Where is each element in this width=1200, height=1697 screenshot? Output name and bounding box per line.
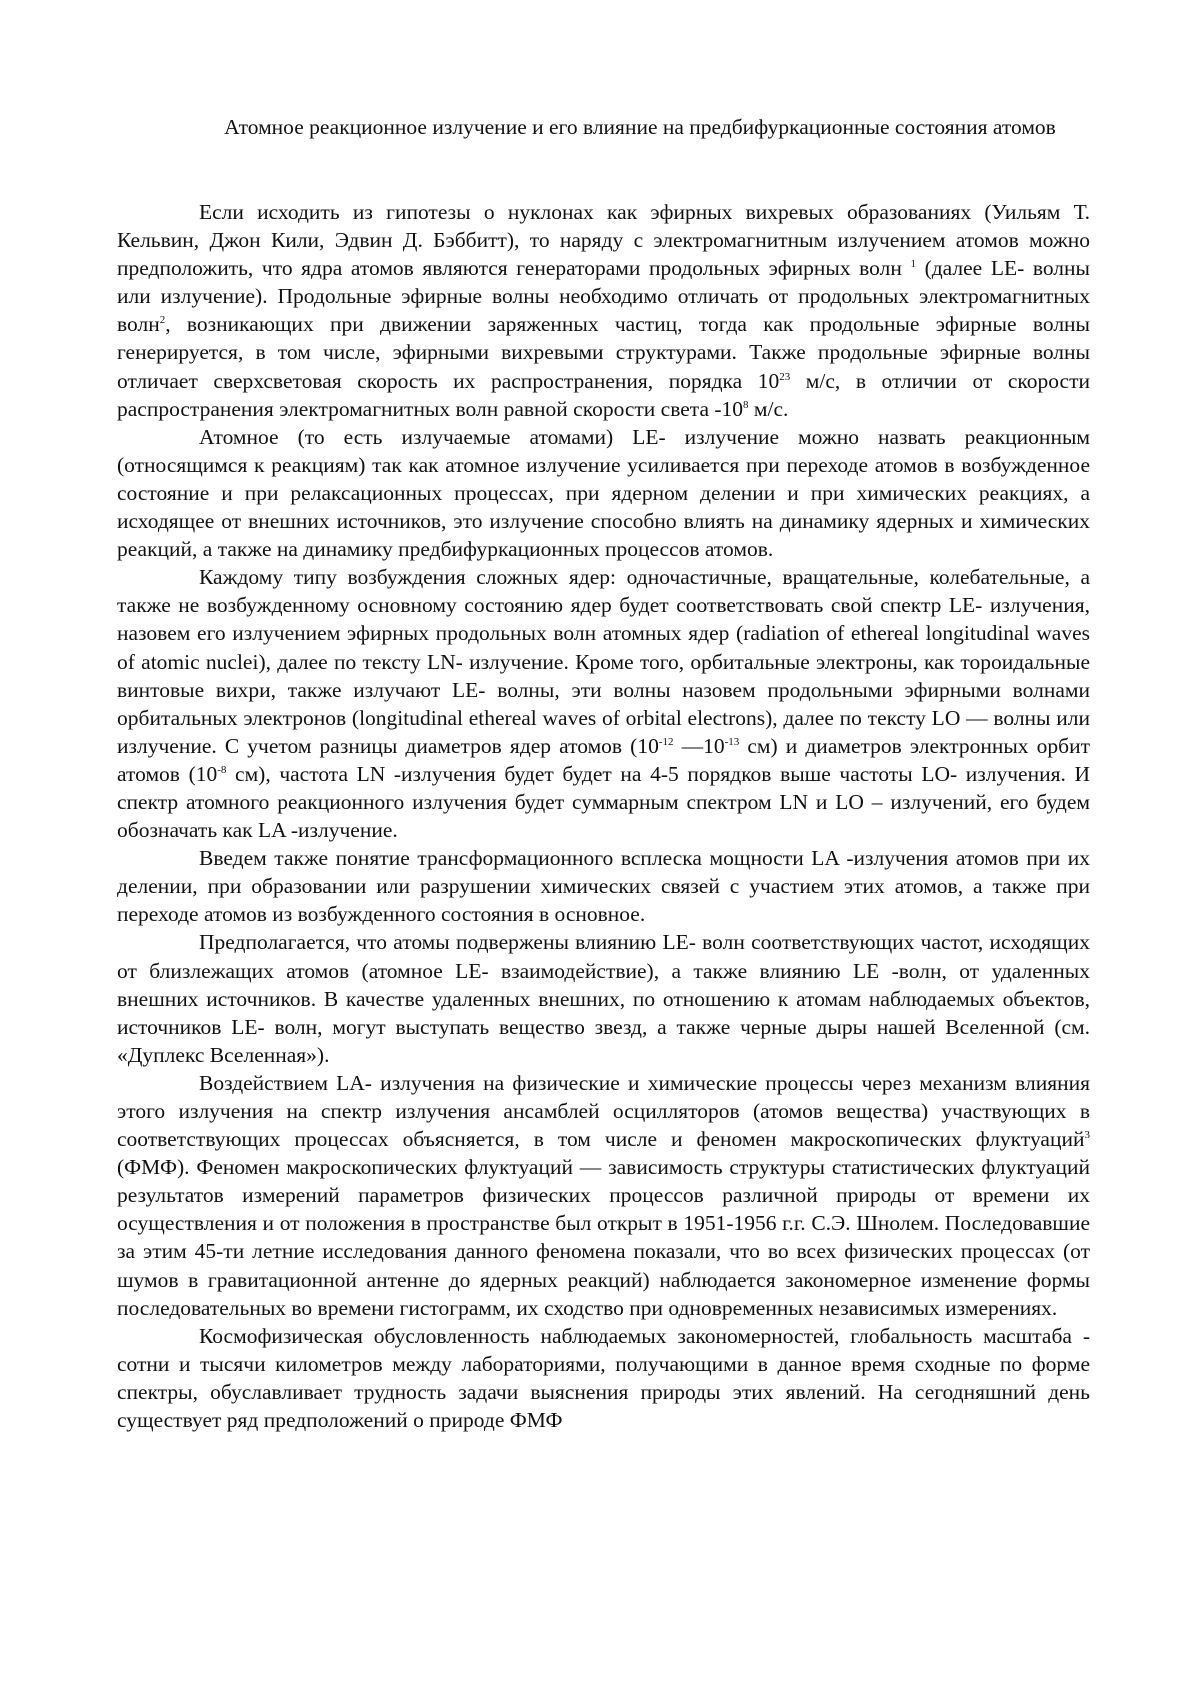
text-run: (далее LE- волны или излучение). Продольные эфирные волны необходимо отличать от продольных электромагнитных волн xyxy=(117,256,1090,337)
document-body xyxy=(117,198,1090,1434)
text-run: Каждому типу возбуждения сложных ядер: одночастичные, вращательные, колебательные, а также не возбужденному основному состоянию ядер будет соответствовать свой спектр LE- излучения, назовем его излучением эфирных продольных волн атомных ядер (radiation of ethereal longitudinal waves of atomic nuclei), далее по тексту LN- излучение. Кроме того, орбитальные электроны, как тороидальные винтовые вихри, также излучают LE- волны, эти волны назовем продольными эфирными волнами орбитальных электронов (longitudinal ethereal waves of orbital electrons), далее по тексту LO — волны или излучение. С учетом разницы диаметров ядер атомов (10 xyxy=(117,565,1090,758)
footnote-ref-2: 2 xyxy=(159,314,166,327)
exponent: -12 xyxy=(658,735,674,748)
text-run: Если исходить из гипотезы о нуклонах как эфирных вихревых образованиях (Уильям Т. Кельвин, Джон Кили, Эдвин Д. Бэббитт), то наряду с электромагнитным излучением атомов можно предположить, что ядра атомов являются генераторами продольных эфирных волн xyxy=(117,200,1090,281)
paragraph-4 xyxy=(117,844,1090,928)
text-run: Воздействием LA- излучения на физические и химические процессы через механизм влияния этого излучения на спектр излучения ансамблей осцилляторов (атомов вещества) участвующих в соответствующих процессах объясняется, в том числе и феномен макроскопических флуктуаций xyxy=(117,1070,1090,1152)
text-run: , возникающих при движении заряженных частиц, тогда как продольные эфирные волны генерируется, в том числе, эфирными вихревыми структурами. Также продольные эфирные волны отличает сверхсветовая скорость их распространения, порядка 10 xyxy=(117,312,1090,393)
text-run: Атомное (то есть излучаемые атомами) LE- излучение можно назвать реакционным (относящимся к реакциям) так как атомное излучение усиливается при переходе атомов в возбужденное состояние и при релаксационных процессах, при ядерном делении и при химических реакциях, а исходящее от внешних источников, это излучение способно влиять на динамику ядерных и химических реакций, а также на динамику предбифуркационных процессов атомов. xyxy=(117,424,1090,562)
exponent: -13 xyxy=(724,735,740,748)
text-run: Введем также понятие трансформационного всплеска мощности LA -излучения атомов при их делении, при образовании или разрушении химических связей с участием этих атомов, а также при переходе атомов из возбужденного состояния в основное. xyxy=(117,846,1090,927)
footnote-ref-1: 1 xyxy=(910,258,916,271)
paragraph-3 xyxy=(117,563,1090,844)
paragraph-7 xyxy=(117,1322,1090,1434)
text-run: —10 xyxy=(673,733,725,758)
exponent: -8 xyxy=(217,763,227,776)
paragraph-5 xyxy=(117,928,1090,1068)
paragraph-1 xyxy=(117,198,1090,423)
text-run: Предполагается, что атомы подвержены влиянию LE- волн соответствующих частот, исходящих от близлежащих атомов (атомное LE- взаимодействие), а также влиянию LE -волн, от удаленных внешних источников. В качестве удаленных внешних, по отношению к атомам наблюдаемых объектов, источников LE- волн, могут выступать вещество звезд, а также черные дыры нашей Вселенной (см. «Дуплекс Вселенная»). xyxy=(117,930,1090,1067)
paragraph-6 xyxy=(117,1069,1090,1322)
exponent: 8 xyxy=(743,398,749,411)
text-run: Космофизическая обусловленность наблюдаемых закономерностей, глобальность масштаба - сотни и тысячи километров между лабораториями, получающими в данное время сходные по форме спектры, обуславливает трудность задачи выяснения природы этих явлений. На сегодняшний день существует ряд предположений о природе ФМФ xyxy=(117,1323,1090,1433)
text-run: см), частота LN -излучения будет будет на 4-5 порядков выше частоты LO- излучения. И спектр атомного реакционного излучения будет суммарным спектром LN и LO – излучений, его будем обозначать как LA -излучение. xyxy=(117,761,1091,843)
footnote-ref-3: 3 xyxy=(1084,1129,1090,1142)
text-run: (ФМФ). Феномен макроскопических флуктуаций — зависимость структуры статистических флуктуаций результатов измерений параметров физических процессов различной природы от времени их осуществления и от положения в пространстве был открыт в 1951-1956 г.г. С.Э. Шнолем. Последовавшие за этим 45-ти летние исследования данного феномена показали, что во всех физических процессах (от шумов в гравитационной антенне до ядерных реакций) наблюдается закономерное изменение формы последовательных во времени гистограмм, их сходство при одновременных независимых измерениях. xyxy=(117,1155,1090,1320)
paragraph-2 xyxy=(117,423,1090,563)
text-run: м/с. xyxy=(748,396,789,421)
text-run: м/с, в отличии от скорости распространения электромагнитных волн равной скорости света -10 xyxy=(117,368,1090,421)
document-title: Атомное реакционное излучение и его влияние на предбифуркационные состояния атомов xyxy=(224,115,1056,139)
text-run: см) и диаметров электронных орбит атомов (10 xyxy=(117,733,1090,786)
exponent: 23 xyxy=(779,370,791,383)
